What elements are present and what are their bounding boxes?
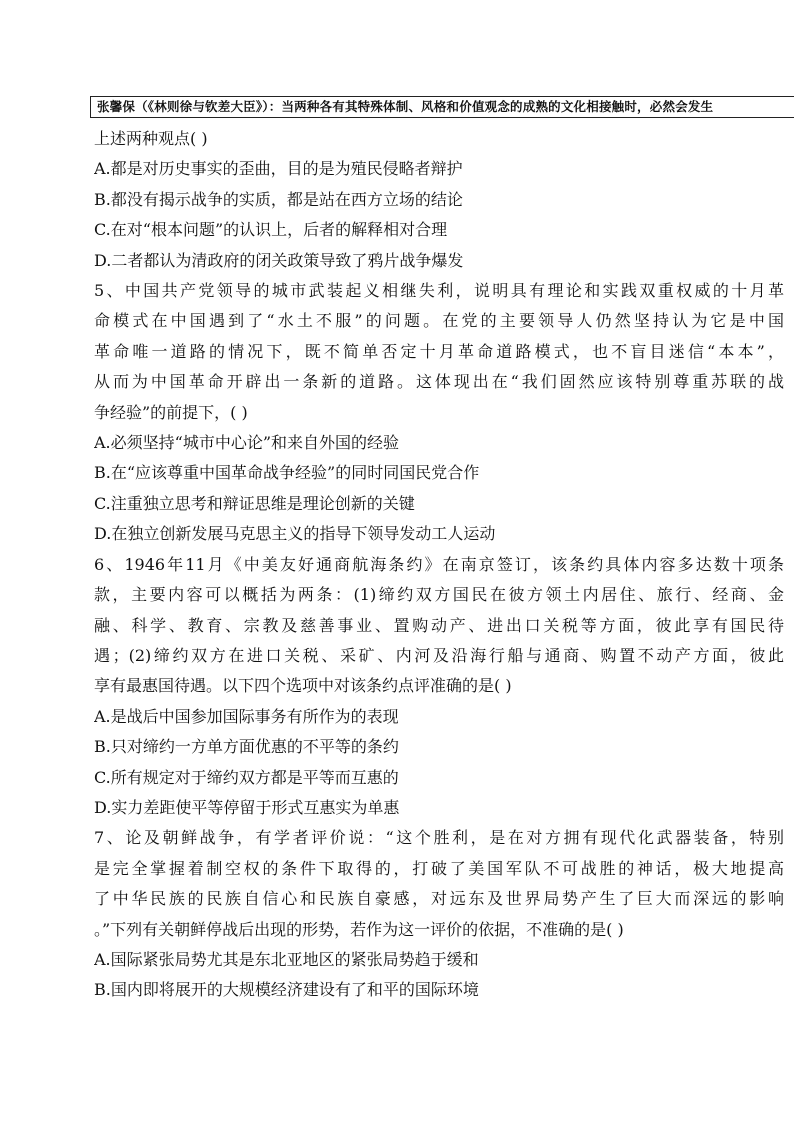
question-7-stem-line: 了中华民族的民族自信心和民族自豪感，对远东及世界局势产生了巨大而深远的影响	[94, 889, 784, 909]
question-7-stem-line: 是完全掌握着制空权的条件下取得的，打破了美国军队不可战胜的神话，极大地提高	[94, 858, 784, 878]
question-6-option-c: C.所有规定对于缔约双方都是平等而互惠的	[94, 767, 399, 787]
question-6-stem-line: 6、1946年11月《中美友好通商航海条约》在南京签订，该条约具体内容多达数十项条	[94, 554, 784, 574]
question-5-option-b: B.在“应该尊重中国革命战争经验”的同时同国民党合作	[94, 463, 480, 483]
question-4-option-a: A.都是对历史事实的歪曲，目的是为殖民侵略者辩护	[94, 159, 463, 179]
question-5-stem-line: 革命唯一道路的情况下，既不简单否定十月革命道路模式，也不盲目迷信“本本”，	[94, 341, 784, 361]
question-6-option-d: D.实力差距使平等停留于形式互惠实为单惠	[94, 797, 400, 817]
question-5-option-d: D.在独立创新发展马克思主义的指导下领导发动工人运动	[94, 524, 496, 544]
question-4-stem-tail: 上述两种观点( )	[94, 129, 208, 148]
question-7-option-a: A.国际紧张局势尤其是东北亚地区的紧张局势趋于缓和	[94, 949, 479, 969]
question-5-option-c: C.注重独立思考和辩证思维是理论创新的关键	[94, 493, 415, 513]
question-4-option-d: D.二者都认为清政府的闭关政策导致了鸦片战争爆发	[94, 250, 464, 270]
question-6-option-a: A.是战后中国参加国际事务有所作为的表现	[94, 706, 399, 726]
question-7-stem-line: 。”下列有关朝鲜停战后出现的形势，若作为这一评价的依据，不准确的是( )	[94, 919, 624, 939]
question-7-option-b: B.国内即将展开的大规模经济建设有了和平的国际环境	[94, 980, 479, 1000]
question-6-stem-line: 款，主要内容可以概括为两条：(1)缔约双方国民在彼方领土内居住、旅行、经商、金	[94, 585, 784, 605]
question-6-stem-line: 享有最惠国待遇。以下四个选项中对该条约点评准确的是( )	[94, 676, 512, 696]
quote-box: 张馨保（《林则徐与钦差大臣》）：当两种各有其特殊体制、风格和价值观念的成熟的文化相接触时，必然会发生	[90, 96, 794, 118]
question-5-stem-line: 从而为中国革命开辟出一条新的道路。这体现出在“我们固然应该特别尊重苏联的战	[94, 372, 784, 392]
question-5-option-a: A.必须坚持“城市中心论”和来自外国的经验	[94, 433, 400, 453]
question-5-stem-line: 命模式在中国遇到了“水土不服”的问题。在党的主要领导人仍然坚持认为它是中国	[94, 311, 784, 331]
question-6-stem-line: 融、科学、教育、宗教及慈善事业、置购动产、进出口关税等方面，彼此享有国民待	[94, 615, 784, 635]
question-5-stem-line: 争经验”的前提下，( )	[94, 402, 248, 422]
question-6-stem-line: 遇；(2)缔约双方在进口关税、采矿、内河及沿海行船与通商、购置不动产方面，彼此	[94, 645, 784, 665]
question-6-option-b: B.只对缔约一方单方面优惠的不平等的条约	[94, 737, 399, 757]
question-7-stem-line: 7、论及朝鲜战争，有学者评价说：“这个胜利，是在对方拥有现代化武器装备，特别	[94, 828, 784, 848]
question-4-option-b: B.都没有揭示战争的实质，都是站在西方立场的结论	[94, 189, 463, 209]
question-content	[94, 124, 784, 1006]
question-5-stem-line: 5、中国共产党领导的城市武装起义相继失利，说明具有理论和实践双重权威的十月革	[94, 281, 784, 301]
question-4-option-c: C.在对“根本问题”的认识上，后者的解释相对合理	[94, 220, 448, 240]
